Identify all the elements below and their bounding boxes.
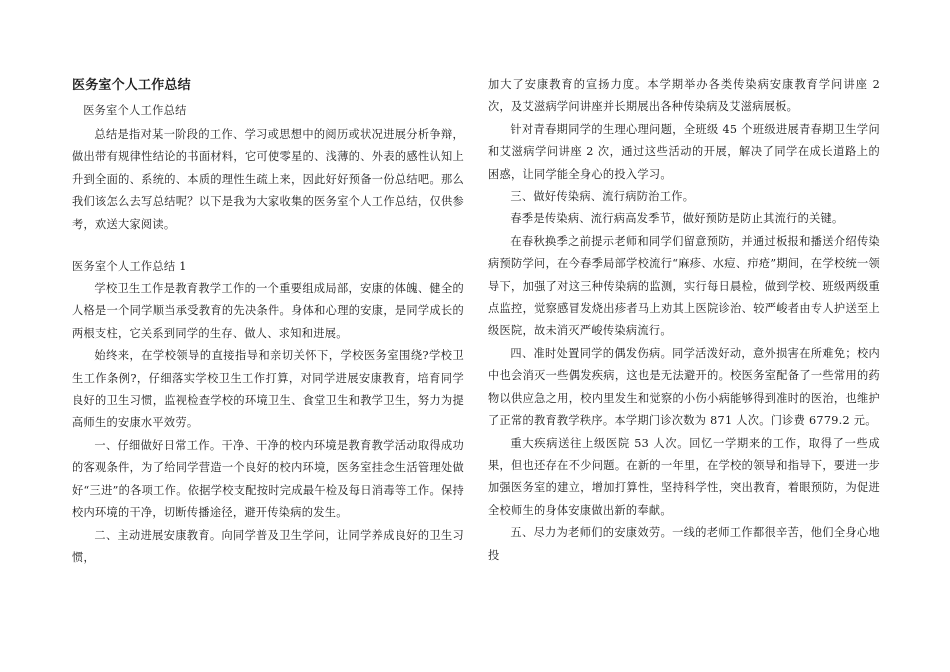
body-paragraph: 二、主动进展安康教育。向同学普及卫生学问，让同学养成良好的卫生习惯，: [72, 528, 464, 564]
body-paragraph: 针对青春期同学的生理心理问题，全班级 45 个班级进展青春期卫生学问和艾滋病学问讲座 2 次，通过这些活动的开展，解决了同学在成长道路上的困惑，让同学能全身心的投入学习。: [488, 122, 880, 181]
body-paragraph: 学校卫生工作是教育教学工作的一个重要组成局部，安康的体魄、健全的人格是一个同学顺当承受教育的先决条件。身体和心理的安康，是同学成长的两根支柱，它关系到同学的生存、做人、求知和进展。: [72, 282, 464, 340]
body-paragraph: 在春秋换季之前提示老师和同学们留意预防，并通过板报和播送介绍传染病预防学问，在今春季局部学校流行“麻疹、水痘、疖疮”期间，在学校统一领导下，加强了对这三种传染病的监测，实行每日晨检，做到学校、班级两级重点监控，觉察感冒发烧出疹者马上劝其上医院诊治、较严峻者由专人护送至上级医院，故未消灭严峻传染病流行。: [488, 234, 880, 338]
body-paragraph: 始终来，在学校领导的直接指导和亲切关怀下，学校医务室围绕?学校卫生工作条例?，仔细落实学校卫生工作打算，对同学进展安康教育，培育同学良好的卫生习惯，监视检查学校的环境卫生、食堂卫生和教学卫生，努力为提高师生的安康水平效劳。: [72, 349, 464, 430]
body-paragraph: 四、准时处置同学的偶发伤病。同学活泼好动，意外损害在所难免；校内中也会消灭一些偶发疾病，这也是无法避开的。校医务室配备了一些常用的药物以供应急之用，校内里发生和觉察的小伤小病能够得到准时的医治，也维护了正常的教育教学秩序。本学期门诊次数为 871 人次。门诊费 6779.2 元。: [488, 346, 880, 428]
document-title: 医务室个人工作总结: [72, 78, 191, 93]
body-paragraph: 五、尽力为老师们的安康效劳。一线的老师工作都很辛苦，他们全身心地投: [488, 526, 880, 562]
body-paragraph: 重大疾病送往上级医院 53 人次。回忆一学期来的工作，取得了一些成果，但也还存在不少问题。在新的一年里，在学校的领导和指导下，要进一步加强医务室的建立，增加打算性，坚持科学性，突出教育，着眼预防，为促进全校师生的身体安康做出新的奉献。: [488, 436, 880, 517]
left-column: [72, 76, 464, 569]
body-paragraph: 加大了安康教育的宣扬力度。本学期举办各类传染病安康教育学问讲座 2 次，及艾滋病学问讲座并长期展出各种传染病及艾滋病展板。: [488, 78, 880, 114]
right-column: [488, 74, 880, 567]
document-subtitle: 医务室个人工作总结: [83, 104, 187, 117]
body-paragraph: 一、仔细做好日常工作。干净、干净的校内环境是教育教学活动取得成功的客观条件，为了给同学营造一个良好的校内环境，医务室挂念生活管理处做好“三进”的各项工作。依据学校支配按时完成最午检及每日消毒等工作。保持校内环境的干净，切断传播途径，避开传染病的发生。: [72, 438, 464, 520]
body-paragraph: 春季是传染病、流行病高发季节，做好预防是防止其流行的关键。: [510, 212, 844, 226]
section-title: 医务室个人工作总结 1: [72, 260, 187, 274]
section-heading: 三、做好传染病、流行病防治工作。: [510, 190, 695, 204]
intro-paragraph: 总结是指对某一阶段的工作、学习或思想中的阅历或状况进展分析争辩，做出带有规律性结论的书面材料，它可使零星的、浅薄的、外表的感性认知上升到全面的、系统的、本质的理性生疏上来，因此好好预备一份总结吧。那么我们该怎么去写总结呢？以下是我为大家收集的医务室个人工作总结，仅供参考，欢送大家阅读。: [72, 128, 464, 231]
